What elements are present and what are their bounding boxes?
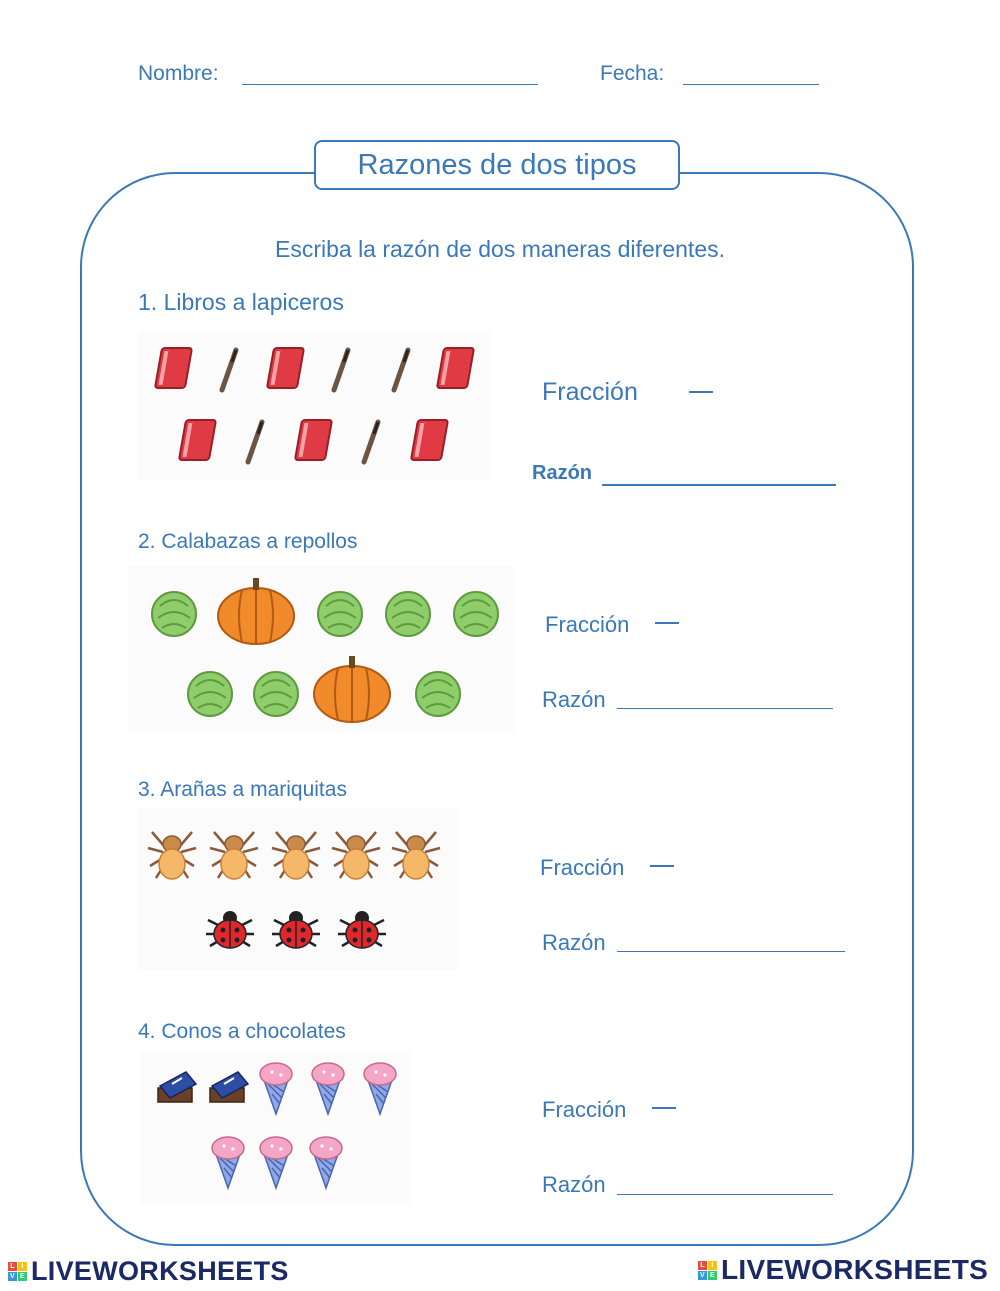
spider-4	[332, 832, 380, 879]
cabbage-3	[386, 592, 430, 636]
spider-5	[392, 832, 440, 879]
cabbage-7	[416, 672, 460, 716]
spiders-ladybugs-illustration	[138, 808, 458, 970]
question-4-fraction-label: Fracción	[542, 1097, 627, 1122]
pencil-1	[222, 350, 236, 390]
books-pencils-illustration	[138, 332, 490, 480]
pumpkin-2	[314, 656, 390, 722]
question-4-ratio-label: Razón	[542, 1172, 606, 1197]
question-1-fraction-bar[interactable]	[689, 391, 713, 393]
ladybug-3	[338, 911, 386, 948]
spider-2	[210, 832, 258, 879]
ladybug-1	[206, 911, 254, 948]
question-1-heading: 1. Libros a lapiceros	[138, 289, 344, 315]
cabbage-5	[188, 672, 232, 716]
book-3	[437, 348, 474, 388]
cone-2	[312, 1063, 344, 1114]
question-2-fraction-bar[interactable]	[655, 622, 679, 624]
pencil-5	[364, 422, 378, 462]
date-label: Fecha:	[600, 62, 665, 85]
question-3-fraction-bar[interactable]	[650, 865, 674, 867]
brand-footer-left	[8, 1256, 289, 1287]
chocolate-2	[210, 1072, 248, 1102]
cone-5	[260, 1137, 292, 1188]
name-input-line[interactable]	[242, 84, 538, 85]
cone-4	[212, 1137, 244, 1188]
book-4	[179, 420, 216, 460]
question-1-ratio-input-line[interactable]	[602, 484, 836, 486]
question-1-fraction-label: Fracción	[542, 378, 638, 406]
brand-name: LIVEWORKSHEETS	[31, 1256, 289, 1286]
pencil-3	[394, 350, 408, 390]
question-3-ratio-label: Razón	[542, 930, 606, 955]
question-3-heading: 3. Arañas a mariquitas	[138, 778, 347, 801]
cabbage-4	[454, 592, 498, 636]
cones-chocolates-illustration	[140, 1052, 410, 1204]
cone-6	[310, 1137, 342, 1188]
brand-name: LIVEWORKSHEETS	[721, 1254, 989, 1285]
pencil-4	[248, 422, 262, 462]
question-1-ratio-label: Razón	[532, 462, 592, 484]
spider-3	[272, 832, 320, 879]
pumpkins-cabbages-illustration	[128, 566, 514, 732]
cone-1	[260, 1063, 292, 1114]
question-2-heading: 2. Calabazas a repollos	[138, 530, 358, 553]
question-4-ratio-input-line[interactable]	[617, 1194, 833, 1195]
liveworksheets-logo-icon: L I V E	[698, 1261, 717, 1280]
date-input-line[interactable]	[683, 84, 819, 85]
pencil-2	[334, 350, 348, 390]
question-2-fraction-label: Fracción	[545, 612, 630, 637]
question-2-ratio-label: Razón	[542, 687, 606, 712]
book-6	[411, 420, 448, 460]
cabbage-1	[152, 592, 196, 636]
instruction-text: Escriba la razón de dos maneras diferentes.	[274, 236, 726, 262]
cabbage-6	[254, 672, 298, 716]
book-1	[155, 348, 192, 388]
question-3-ratio-input-line[interactable]	[617, 951, 845, 952]
question-4-fraction-bar[interactable]	[652, 1107, 676, 1109]
pumpkin-1	[218, 578, 294, 644]
cabbage-2	[318, 592, 362, 636]
chocolate-1	[158, 1072, 196, 1102]
liveworksheets-logo-icon: L I V E	[8, 1262, 27, 1281]
book-5	[295, 420, 332, 460]
brand-footer-right	[698, 1254, 988, 1286]
question-2-ratio-input-line[interactable]	[617, 708, 833, 709]
spider-1	[148, 832, 196, 879]
name-label: Nombre:	[138, 62, 219, 85]
question-4-heading: 4. Conos a chocolates	[138, 1020, 346, 1043]
ladybug-2	[272, 911, 320, 948]
question-3-fraction-label: Fracción	[540, 855, 625, 880]
worksheet-title: Razones de dos tipos	[314, 140, 680, 190]
book-2	[267, 348, 304, 388]
cone-3	[364, 1063, 396, 1114]
